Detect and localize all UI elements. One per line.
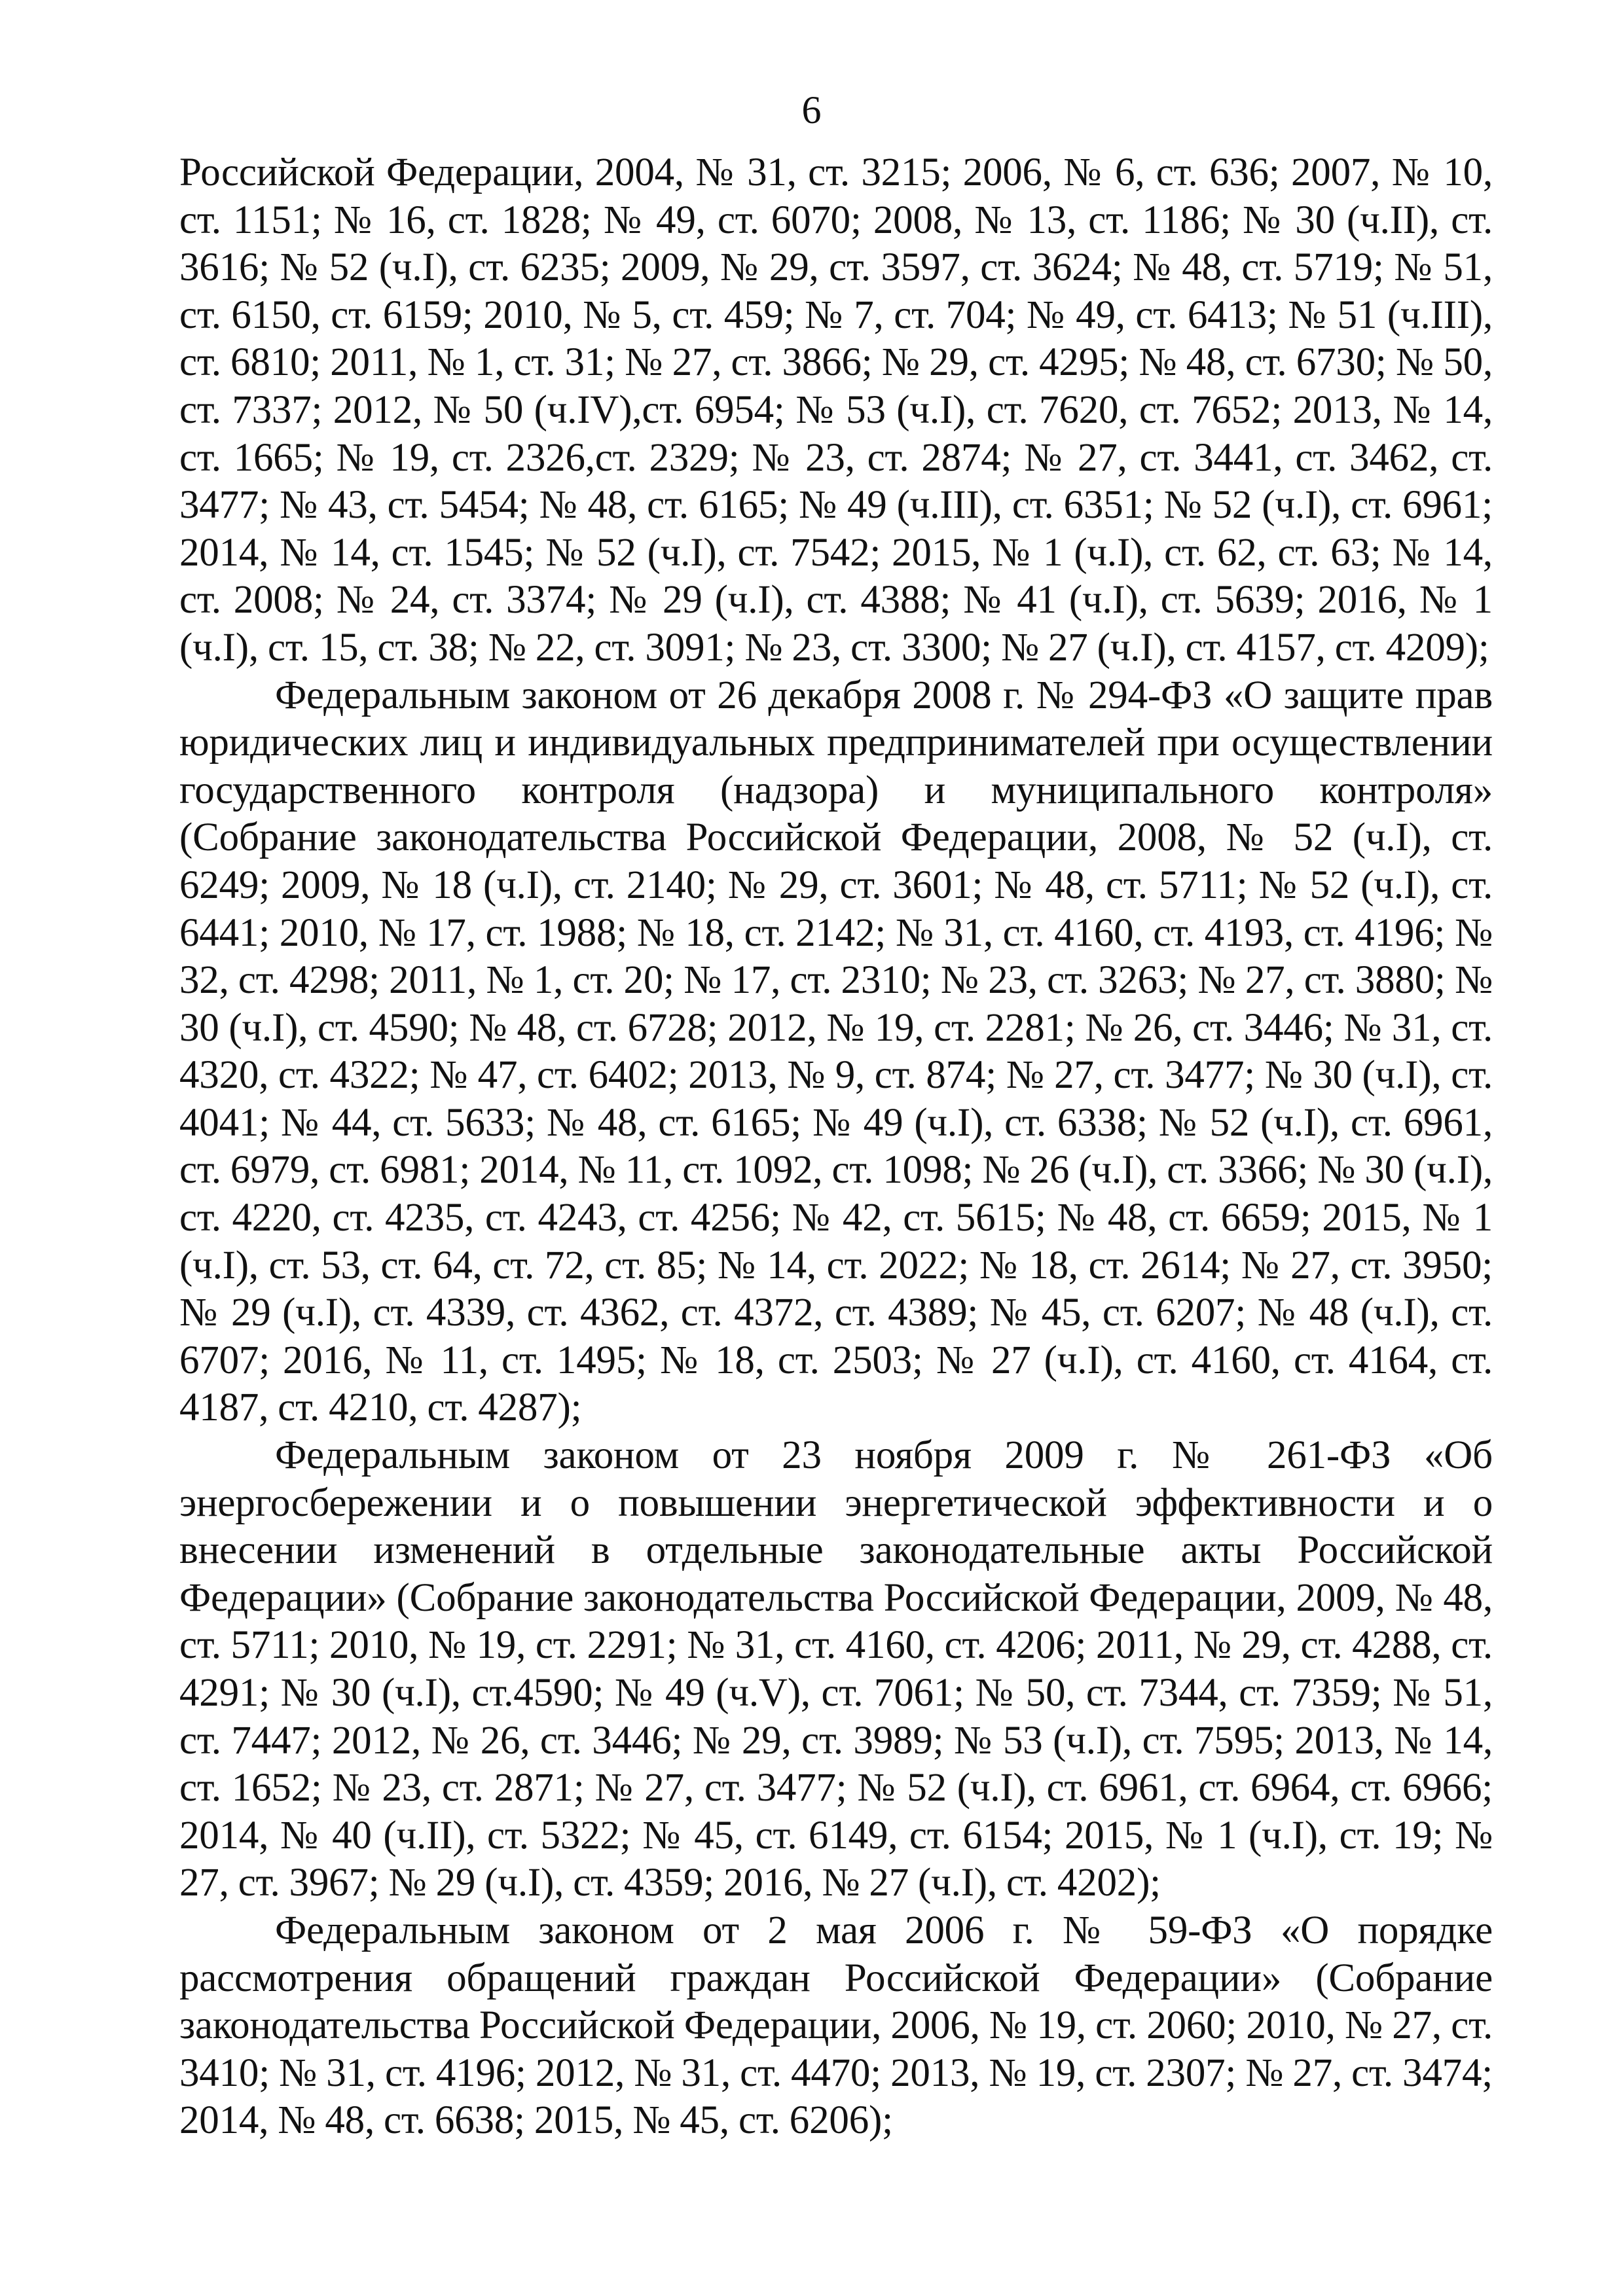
document-body [179, 149, 1493, 2145]
paragraph-law-261-fz: Федеральным законом от 23 ноября 2009 г. № 261-ФЗ «Об энергосбережении и о повышении энергетической эффективности и о внесении изменений в отдельные законодательные акты Российской Федерации» (Собрание законодательства Российской Федерации, 2009, № 48, ст. 5711; 2010, № 19, ст. 2291; № 31, ст. 4160, ст. 4206; 2011, № 29, ст. 4288, ст. 4291; № 30 (ч.I), ст.4590; № 49 (ч.V), ст. 7061; № 50, ст. 7344, ст. 7359; № 51, ст. 7447; 2012, № 26, ст. 3446; № 29, ст. 3989; № 53 (ч.I), ст. 7595; 2013, № 14, ст. 1652; № 23, ст. 2871; № 27, ст. 3477; № 52 (ч.I), ст. 6961, ст. 6964, ст. 6966; 2014, № 40 (ч.II), ст. 5322; № 45, ст. 6149, ст. 6154; 2015, № 1 (ч.I), ст. 19; № 27, ст. 3967; № 29 (ч.I), ст. 4359; 2016, № 27 (ч.I), ст. 4202); [179, 1433, 1493, 1905]
page-number: 6 [801, 88, 822, 132]
paragraph-law-59-fz: Федеральным законом от 2 мая 2006 г. № 59-ФЗ «О порядке рассмотрения обращений граждан Российской Федерации» (Собрание законодательства Российской Федерации, 2006, № 19, ст. 2060; 2010, № 27, ст. 3410; № 31, ст. 4196; 2012, № 31, ст. 4470; 2013, № 19, ст. 2307; № 27, ст. 3474; 2014, № 48, ст. 6638; 2015, № 45, ст. 6206); [179, 1908, 1493, 2143]
paragraph-continuation: Российской Федерации, 2004, № 31, ст. 3215; 2006, № 6, ст. 636; 2007, № 10, ст. 1151; № 16, ст. 1828; № 49, ст. 6070; 2008, № 13, ст. 1186; № 30 (ч.II), ст. 3616; № 52 (ч.I), ст. 6235; 2009, № 29, ст. 3597, ст. 3624; № 48, ст. 5719; № 51, ст. 6150, ст. 6159; 2010, № 5, ст. 459; № 7, ст. 704; № 49, ст. 6413; № 51 (ч.III), ст. 6810; 2011, № 1, ст. 31; № 27, ст. 3866; № 29, ст. 4295; № 48, ст. 6730; № 50, ст. 7337; 2012, № 50 (ч.IV),ст. 6954; № 53 (ч.I), ст. 7620, ст. 7652; 2013, № 14, ст. 1665; № 19, ст. 2326,ст. 2329; № 23, ст. 2874; № 27, ст. 3441, ст. 3462, ст. 3477; № 43, ст. 5454; № 48, ст. 6165; № 49 (ч.III), ст. 6351; № 52 (ч.I), ст. 6961; 2014, № 14, ст. 1545; № 52 (ч.I), ст. 7542; 2015, № 1 (ч.I), ст. 62, ст. 63; № 14, ст. 2008; № 24, ст. 3374; № 29 (ч.I), ст. 4388; № 41 (ч.I), ст. 5639; 2016, № 1 (ч.I), ст. 15, ст. 38; № 22, ст. 3091; № 23, ст. 3300; № 27 (ч.I), ст. 4157, ст. 4209); [179, 151, 1493, 670]
paragraph-law-294-fz: Федеральным законом от 26 декабря 2008 г. № 294-ФЗ «О защите прав юридических лиц и индивидуальных предпринимателей при осуществлении государственного контроля (надзора) и муниципального контроля» (Собрание законодательства Российской Федерации, 2008, № 52 (ч.I), ст. 6249; 2009, № 18 (ч.I), ст. 2140; № 29, ст. 3601; № 48, ст. 5711; № 52 (ч.I), ст. 6441; 2010, № 17, ст. 1988; № 18, ст. 2142; № 31, ст. 4160, ст. 4193, ст. 4196; № 32, ст. 4298; 2011, № 1, ст. 20; № 17, ст. 2310; № 23, ст. 3263; № 27, ст. 3880; № 30 (ч.I), ст. 4590; № 48, ст. 6728; 2012, № 19, ст. 2281; № 26, ст. 3446; № 31, ст. 4320, ст. 4322; № 47, ст. 6402; 2013, № 9, ст. 874; № 27, ст. 3477; № 30 (ч.I), ст. 4041; № 44, ст. 5633; № 48, ст. 6165; № 49 (ч.I), ст. 6338; № 52 (ч.I), ст. 6961, ст. 6979, ст. 6981; 2014, № 11, ст. 1092, ст. 1098; № 26 (ч.I), ст. 3366; № 30 (ч.I), ст. 4220, ст. 4235, ст. 4243, ст. 4256; № 42, ст. 5615; № 48, ст. 6659; 2015, № 1 (ч.I), ст. 53, ст. 64, ст. 72, ст. 85; № 14, ст. 2022; № 18, ст. 2614; № 27, ст. 3950; № 29 (ч.I), ст. 4339, ст. 4362, ст. 4372, ст. 4389; № 45, ст. 6207; № 48 (ч.I), ст. 6707; 2016, № 11, ст. 1495; № 18, ст. 2503; № 27 (ч.I), ст. 4160, ст. 4164, ст. 4187, ст. 4210, ст. 4287); [179, 673, 1493, 1430]
